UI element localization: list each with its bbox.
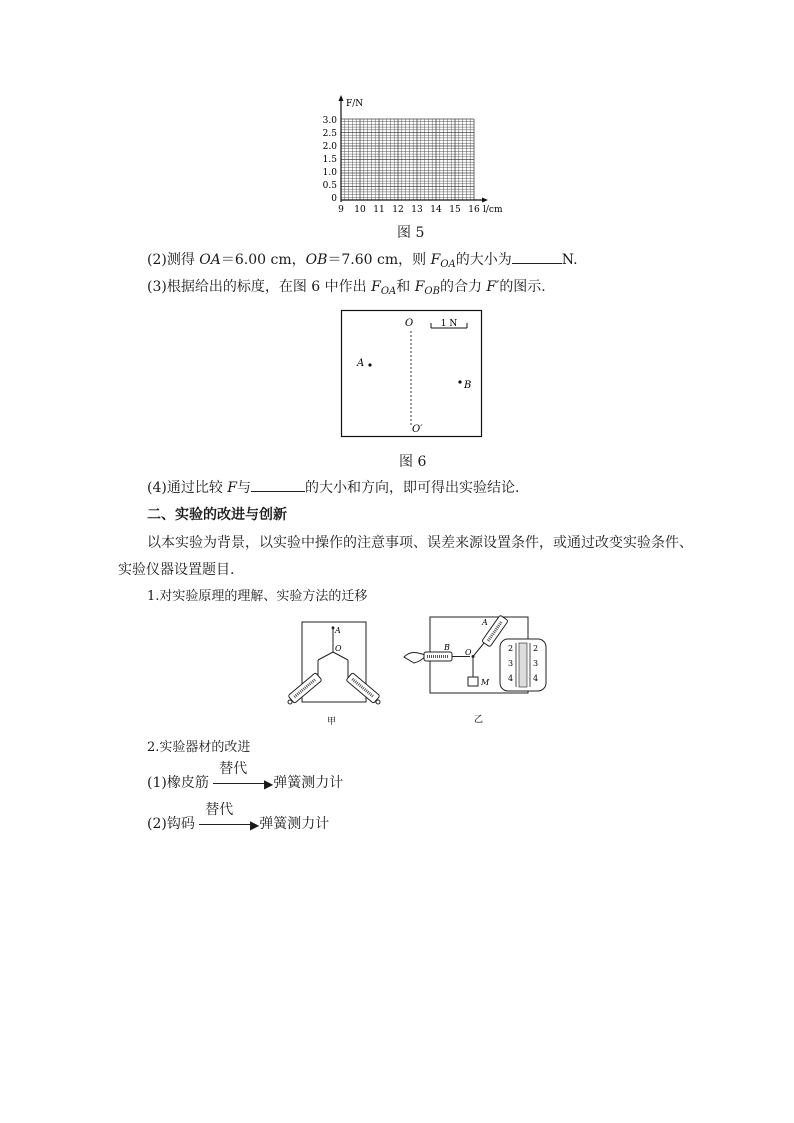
item-2-prefix: (2)钩码 bbox=[147, 816, 200, 832]
q3-f2-sub: OB bbox=[424, 286, 440, 297]
apparatus-figure-yi bbox=[402, 615, 552, 730]
point-a-label: A bbox=[357, 358, 365, 369]
label-a: A bbox=[335, 626, 341, 635]
hand-icon bbox=[404, 653, 426, 664]
board bbox=[302, 622, 366, 702]
scale-tick-3-left: 3 bbox=[508, 659, 514, 668]
scale-tick-4-left: 4 bbox=[508, 674, 514, 683]
caption-yi: 乙 bbox=[474, 715, 484, 725]
q3-f1-sub: OA bbox=[380, 286, 397, 297]
q3-prefix: (3)根据给出的标度，在图 6 中作出 bbox=[147, 279, 372, 295]
subsection-1-title: 1.对实验原理的理解、实验方法的迁移 bbox=[147, 589, 368, 604]
figure-6-diagram bbox=[340, 309, 484, 439]
q2-prefix: (2)测得 bbox=[147, 252, 200, 268]
label-m: M bbox=[481, 678, 490, 687]
section-2-intro-line-1: 以本实验为背景，以实验中操作的注意事项、误差来源设置条件，或通过改变实验条件、 bbox=[147, 535, 693, 551]
improvement-item-2 bbox=[147, 802, 330, 833]
y-axis-label: F/N bbox=[346, 99, 364, 109]
y-tick-labels bbox=[323, 116, 338, 204]
section-2-heading: 二、实验的改进与创新 bbox=[147, 507, 287, 523]
scale-tick-3-right: 3 bbox=[533, 659, 539, 668]
point-o-prime-label: O′ bbox=[412, 424, 423, 435]
q3-mid2: 的合力 bbox=[439, 279, 487, 295]
q2-oa-label: OA bbox=[199, 252, 221, 268]
y-tick-label: 3.0 bbox=[322, 116, 337, 126]
q2-ob-label: OB bbox=[305, 252, 328, 268]
figure-5-grid-chart bbox=[300, 95, 520, 220]
q2-force-subscript: OA bbox=[440, 259, 456, 270]
spring-scale-right bbox=[346, 673, 380, 704]
improvement-item-1 bbox=[147, 761, 344, 792]
x-tick-label: 16 bbox=[468, 205, 480, 215]
y-tick-label: 0 bbox=[331, 194, 337, 204]
q2-unit: N. bbox=[561, 252, 578, 268]
caption-jia: 甲 bbox=[327, 717, 337, 727]
q3-f1: F bbox=[371, 279, 381, 295]
pin-a bbox=[332, 627, 335, 630]
y-tick-label: 2.0 bbox=[322, 142, 337, 152]
q4-f: F bbox=[227, 480, 237, 496]
item-1-arrow: 替代 ▶ bbox=[213, 774, 273, 792]
question-2 bbox=[147, 250, 578, 271]
q3-f2: F bbox=[414, 279, 425, 295]
apparatus-figure-jia bbox=[280, 618, 390, 728]
figure-6-frame bbox=[342, 311, 482, 437]
point-o-label: O bbox=[405, 318, 414, 329]
q2-suffix: 的大小为 bbox=[455, 252, 512, 268]
scale-bar-label: 1 N bbox=[440, 319, 458, 329]
item-2-arrow-label: 替代 bbox=[205, 802, 234, 818]
q4-suffix: 的大小和方向，即可得出实验结论. bbox=[305, 480, 520, 496]
q3-mid: 和 bbox=[396, 279, 415, 295]
item-1-prefix: (1)橡皮筋 bbox=[147, 775, 214, 791]
q2-oa-value: ＝6.00 cm， bbox=[220, 252, 306, 268]
q2-ob-value: ＝7.60 cm，则 bbox=[327, 252, 431, 268]
spring-scale-left bbox=[288, 673, 322, 704]
section-2-intro-line-2: 实验仪器设置题目. bbox=[118, 562, 235, 578]
q3-f3: F′ bbox=[486, 279, 500, 295]
q4-mid: 与 bbox=[237, 480, 251, 496]
x-tick-labels bbox=[338, 205, 480, 215]
subsection-2-title: 2.实验器材的改进 bbox=[147, 740, 251, 755]
x-tick-label: 11 bbox=[373, 205, 385, 215]
label-b: B bbox=[444, 643, 450, 652]
item-2-suffix: 弹簧测力计 bbox=[259, 816, 330, 832]
y-tick-label: 0.5 bbox=[322, 181, 337, 191]
point-a-dot bbox=[368, 363, 371, 366]
q2-answer-blank[interactable] bbox=[512, 250, 562, 264]
q3-suffix: 的图示. bbox=[499, 279, 546, 295]
question-4 bbox=[147, 478, 519, 497]
x-tick-label: 13 bbox=[411, 205, 423, 215]
point-b-dot bbox=[458, 380, 461, 383]
q4-prefix: (4)通过比较 bbox=[147, 480, 228, 496]
grid-lines bbox=[341, 119, 474, 200]
label-o: O bbox=[465, 648, 472, 657]
x-tick-label: 10 bbox=[354, 205, 366, 215]
question-3 bbox=[147, 278, 546, 298]
figure-6-caption: 图 6 bbox=[399, 454, 427, 470]
x-axis-label: l/cm bbox=[483, 205, 503, 215]
q4-answer-blank[interactable] bbox=[251, 478, 305, 492]
x-tick-label: 14 bbox=[430, 205, 442, 215]
scale-tick-2-right: 2 bbox=[533, 644, 539, 653]
y-tick-label: 2.5 bbox=[322, 129, 337, 139]
y-tick-label: 1.0 bbox=[322, 168, 337, 178]
weight-m bbox=[468, 677, 478, 686]
item-1-arrow-label: 替代 bbox=[219, 761, 248, 777]
x-tick-label: 12 bbox=[392, 205, 404, 215]
strings-to-scales bbox=[318, 652, 348, 660]
q2-force-letter: F bbox=[430, 252, 441, 268]
item-1-suffix: 弹簧测力计 bbox=[273, 775, 344, 791]
scale-tick-4-right: 4 bbox=[533, 674, 539, 683]
figure-5-caption: 图 5 bbox=[397, 225, 425, 241]
x-axis-arrow bbox=[482, 198, 488, 203]
x-tick-label: 15 bbox=[449, 205, 461, 215]
y-axis-arrow bbox=[339, 95, 344, 101]
point-b-label: B bbox=[464, 380, 472, 391]
label-o: O bbox=[335, 644, 342, 653]
item-2-arrow: 替代 ▶ bbox=[199, 815, 259, 833]
x-tick-label: 9 bbox=[338, 205, 344, 215]
y-tick-label: 1.5 bbox=[322, 155, 337, 165]
scale-tick-2-left: 2 bbox=[508, 644, 514, 653]
label-a: A bbox=[482, 618, 488, 627]
